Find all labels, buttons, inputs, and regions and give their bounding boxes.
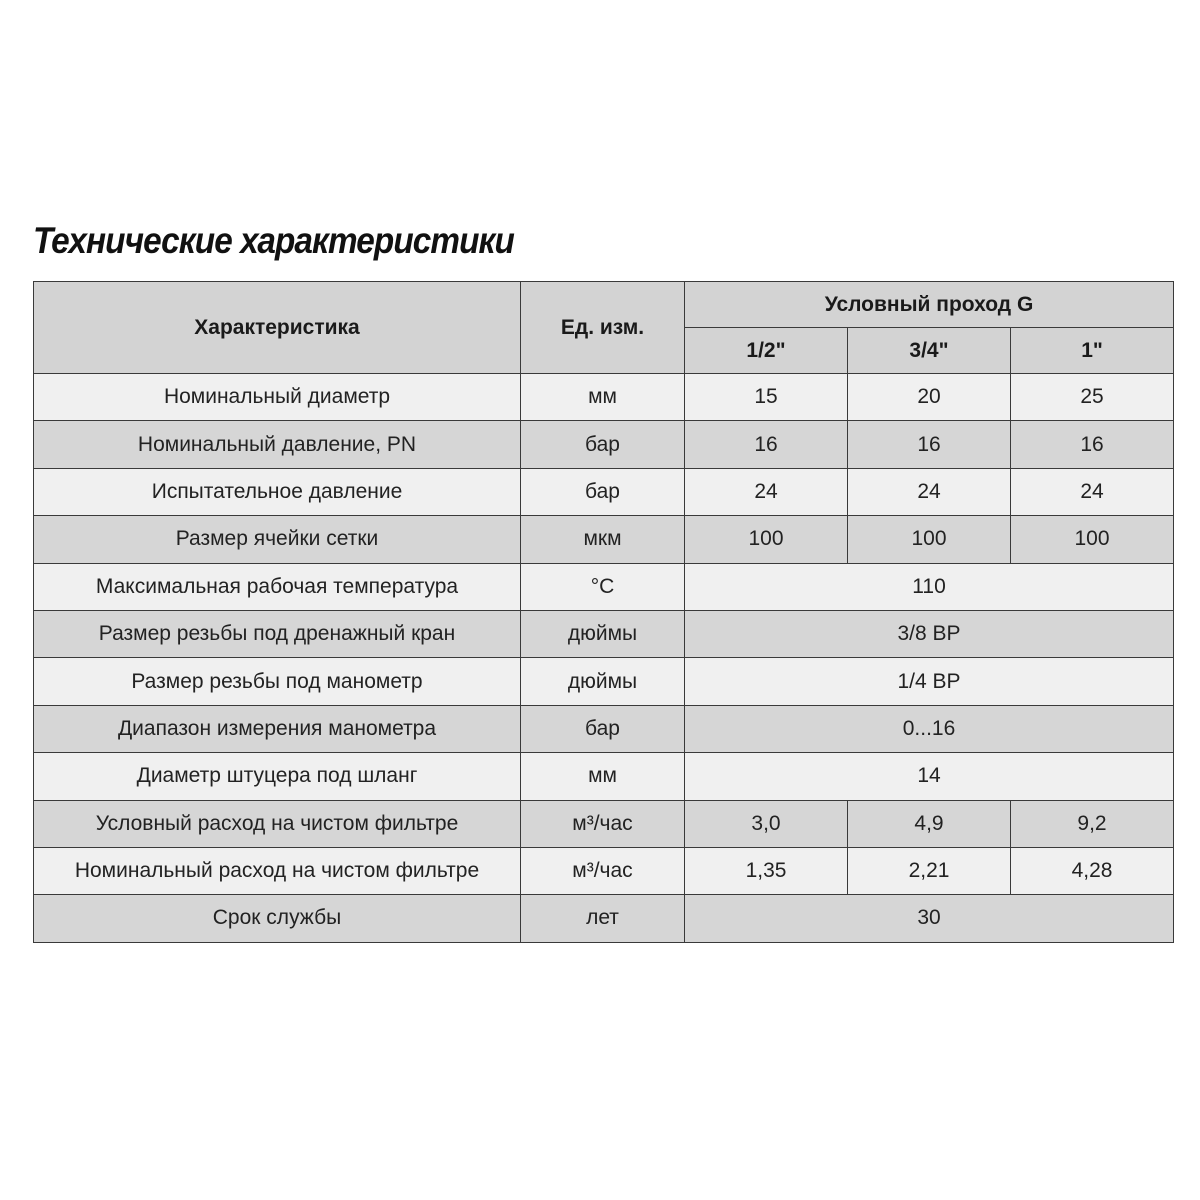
row-unit: бар [521,705,685,752]
table-row [34,753,1174,800]
row-value: 25 [1011,374,1174,421]
row-value-merged: 30 [685,895,1174,942]
row-unit: м³/час [521,800,685,847]
row-value-merged: 110 [685,563,1174,610]
table-row [34,516,1174,563]
row-value: 100 [1011,516,1174,563]
table-row [34,800,1174,847]
row-value: 100 [848,516,1011,563]
table-row [34,468,1174,515]
row-unit: бар [521,468,685,515]
row-name: Номинальный давление, PN [34,421,521,468]
row-value: 3,0 [685,800,848,847]
row-value-merged: 1/4 ВР [685,658,1174,705]
row-value: 16 [1011,421,1174,468]
row-name: Условный расход на чистом фильтре [34,800,521,847]
row-name: Диапазон измерения манометра [34,705,521,752]
header-size-1: 1/2" [685,328,848,374]
row-value: 9,2 [1011,800,1174,847]
row-value-merged: 3/8 ВР [685,610,1174,657]
row-unit: м³/час [521,847,685,894]
table-header [34,282,1174,374]
row-name: Максимальная рабочая температура [34,563,521,610]
table-row [34,658,1174,705]
row-value: 24 [685,468,848,515]
table-row [34,374,1174,421]
row-name: Испытательное давление [34,468,521,515]
header-size-2: 3/4" [848,328,1011,374]
row-value: 24 [1011,468,1174,515]
page-title: Технические характеристики [33,220,514,261]
row-value: 2,21 [848,847,1011,894]
header-characteristic: Характеристика [34,282,521,374]
header-size-3: 1" [1011,328,1174,374]
row-value: 16 [848,421,1011,468]
spec-table [33,281,1174,943]
row-value: 4,28 [1011,847,1174,894]
row-name: Номинальный расход на чистом фильтре [34,847,521,894]
row-value: 100 [685,516,848,563]
table-row [34,847,1174,894]
row-value-merged: 0...16 [685,705,1174,752]
row-name: Номинальный диаметр [34,374,521,421]
header-unit: Ед. изм. [521,282,685,374]
row-value-merged: 14 [685,753,1174,800]
row-value: 1,35 [685,847,848,894]
table-row [34,563,1174,610]
row-name: Размер ячейки сетки [34,516,521,563]
row-unit: мкм [521,516,685,563]
row-unit: мм [521,374,685,421]
row-name: Срок службы [34,895,521,942]
row-value: 16 [685,421,848,468]
row-unit: дюймы [521,610,685,657]
row-value: 4,9 [848,800,1011,847]
row-name: Диаметр штуцера под шланг [34,753,521,800]
row-name: Размер резьбы под дренажный кран [34,610,521,657]
table-body [34,374,1174,943]
table-row [34,610,1174,657]
row-unit: бар [521,421,685,468]
table-row [34,895,1174,942]
row-name: Размер резьбы под манометр [34,658,521,705]
table-row [34,705,1174,752]
row-unit: дюймы [521,658,685,705]
header-nominal-bore: Условный проход G [685,282,1174,328]
row-unit: лет [521,895,685,942]
row-value: 15 [685,374,848,421]
table-row [34,421,1174,468]
row-unit: °С [521,563,685,610]
row-value: 20 [848,374,1011,421]
row-unit: мм [521,753,685,800]
row-value: 24 [848,468,1011,515]
